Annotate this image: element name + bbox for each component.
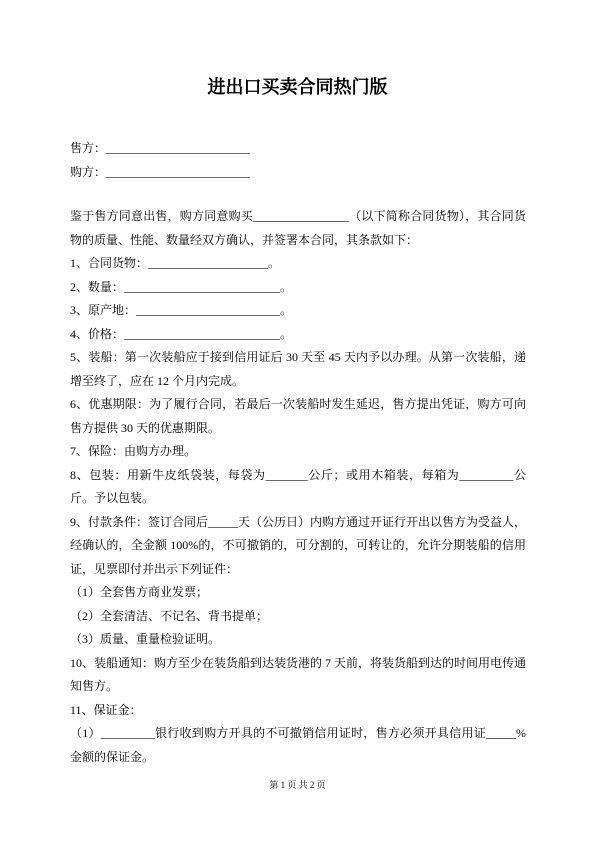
buyer-field: 购方：________________________ bbox=[70, 164, 251, 179]
preamble: 鉴于售方同意出售，购方同意购买________________（以下简称合同货物），其合同货物的质量、性能、数量经双方确认，并签署本合同，其条款如下： bbox=[70, 209, 526, 247]
clause-1: 1、合同货物：____________________。 bbox=[70, 256, 281, 270]
clause-5: 5、装船：第一次装船应于接到信用证后 30 天至 45 天内予以办理。从第一次装船，递增至终了，应在 12 个月内完成。 bbox=[70, 350, 526, 388]
page-number: 第 1 页 共 2 页 bbox=[269, 780, 326, 790]
clause-11-item-1: （1）_________银行收到购方开具的不可撤销信用证时，售方必须开具信用证_____%金额的保证金。 bbox=[70, 726, 526, 764]
clause-6: 6、优惠期限：为了履行合同，若最后一次装船时发生延迟，售方提出凭证，购方可向售方提供 30 天的优惠期限。 bbox=[70, 397, 526, 435]
clause-10: 10、装船通知：购方至少在装货船到达装货港的 7 天前，将装货船到达的时间用电传通知售方。 bbox=[70, 655, 527, 693]
clause-9-item-2: （2）全套清洁、不记名、背书提单； bbox=[70, 608, 269, 623]
clause-8: 8、包装：用新牛皮纸袋装，每袋为_______公斤；或用木箱装，每箱为_________公斤。予以包装。 bbox=[70, 467, 526, 505]
clause-2: 2、数量：__________________________。 bbox=[70, 279, 293, 294]
seller-field: 售方：________________________ bbox=[70, 141, 251, 155]
clause-7: 7、保险：由购方办理。 bbox=[70, 444, 197, 458]
clause-9-item-3: （3）质量、重量检验证明。 bbox=[70, 632, 221, 646]
clause-4: 4、价格：__________________________。 bbox=[70, 326, 293, 341]
clause-9: 9、付款条件：签订合同后_____天（公历日）内购方通过开证行开出以售方为受益人，经确认的，全金额 100%的，不可撤销的，可分割的，可转让的，允许分期装船的信用证，见票即付并出示下列证件： bbox=[70, 514, 527, 576]
clause-9-item-1: （1）全套售方商业发票； bbox=[70, 585, 209, 599]
clause-11: 11、保证金： bbox=[70, 702, 142, 717]
document-body bbox=[70, 137, 526, 769]
clause-3: 3、原产地：________________________。 bbox=[70, 303, 293, 317]
document-title: 进出口买卖合同热门版 bbox=[207, 77, 388, 98]
